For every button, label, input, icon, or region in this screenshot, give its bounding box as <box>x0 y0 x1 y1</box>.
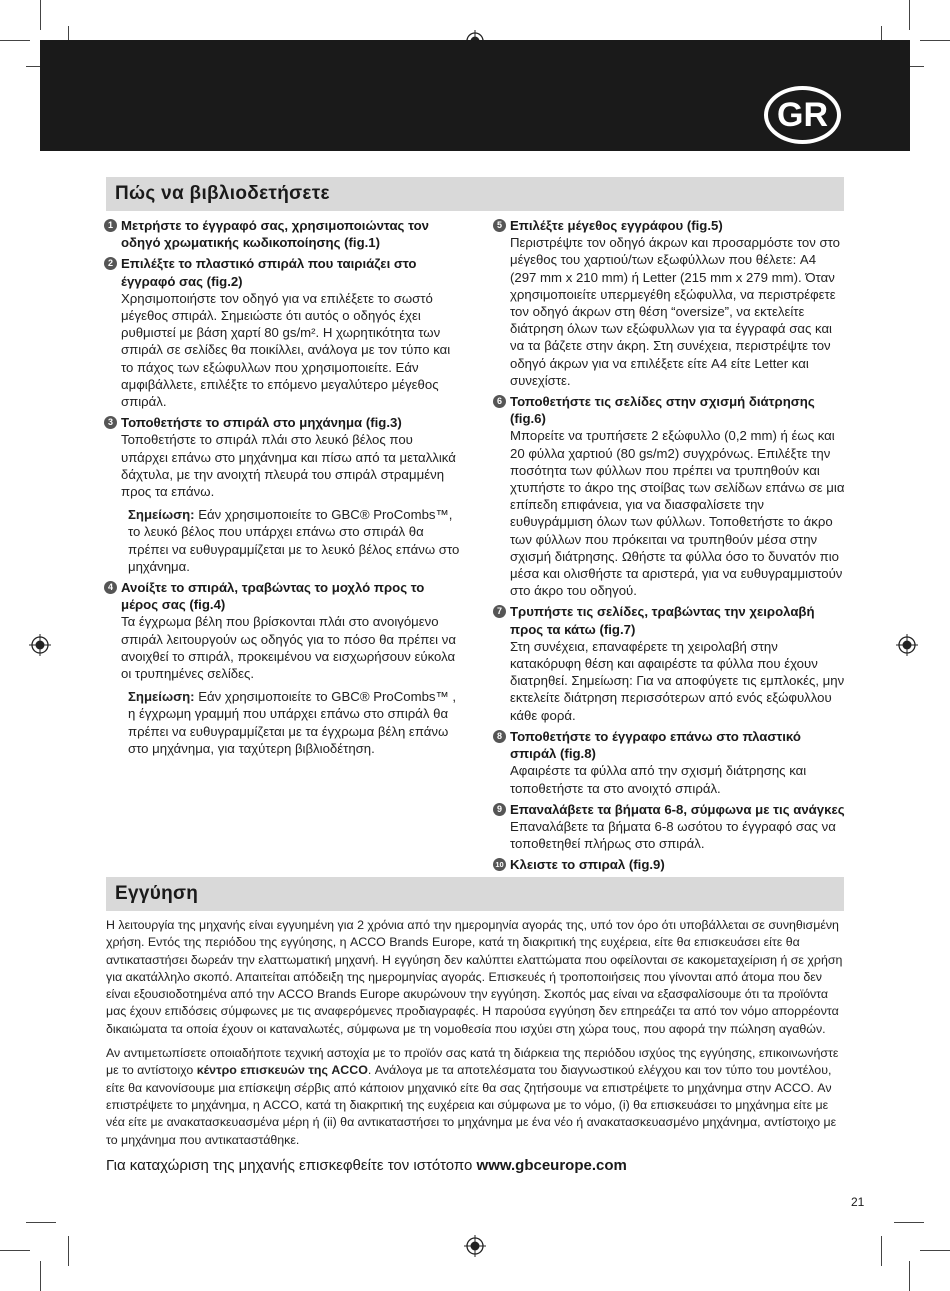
step-number-badge: 2 <box>104 257 117 270</box>
step-number-badge: 9 <box>493 803 506 816</box>
crop-mark <box>909 0 910 30</box>
warranty-text-span: . Ανάλογα με τα αποτελέσματα του διαγνωστικού ελέγχου και τον τύπο του μοντέλου, είτε θα κανονίσουμε μια επίσκεψη σέρβις από κάποιον μηχανικό είτε θα σας ζητήσουμε να επιστρέψετε το μηχάνημα στην ACCO. Αν επιστρέψετε το μηχάνημα, η ACCO, κατά τη διακριτική της ευχέρεια και σύμφωνα με το νόμο, (i) θα επισκευάσει το μηχάνημα είτε με νέα είτε με ανακατασκευασμένα μέρη ή (ii) θα αντικαταστήσει το μηχάνημα με ένα νέο ή ανακατασκευασμένο μηχάνημα, αντίστοιχο με το μηχάνημα που αντικαταστάθηκε. <box>106 1063 837 1147</box>
note-text: Εάν χρησιμοποιείτε το GBC® ProCombs™ , η έγχρωμη γραμμή που υπάρχει επάνω στο σπιράλ θα πρέπει να ευθυγραμμίζεται με τα έγχρωμα βέλη επάνω στο μηχάνημα, για ταχύτερη βιβλιοδέτηση. <box>128 689 457 756</box>
step-8 <box>493 728 845 797</box>
step-title: Τρυπήστε τις σελίδες, τραβώντας την χειρολαβή προς τα κάτω (fig.7) <box>510 604 815 637</box>
crop-mark <box>909 1261 910 1291</box>
step-title: Τοποθετήστε το έγγραφο επάνω στο πλαστικό σπιράλ (fig.8) <box>510 728 801 762</box>
warranty-paragraph: Η λειτουργία της μηχανής είναι εγγυημένη για 2 χρόνια από την ημερομηνία αγοράς της, υπό τον όρο ότι υποβάλλεται σε συνηθισμένη χρήση. Εντός της περιόδου της εγγύησης, η ACCO Brands Europe, κατά τη διακριτική της ευχέρεια, είτε θα επισκευάσει είτε θα αντικαταστήσει δωρεάν την ελαττωματική μηχανή. Η εγγύηση δεν καλύπτει ελαττώματα που οφείλονται σε κακομεταχείριση ή σε χρήση για ακατάλληλο σκοπό. Απαιτείται απόδειξη της ημερομηνίας αγοράς. Επισκευές ή τροποποιήσεις που γίνονται από άτομα που δεν είναι εξουσιοδοτημένα από την ACCO Brands Europe ακυρώνουν την εγγύηση. Σκοπός μας είναι να εξασφαλίσουμε ότι τα προϊόντα μας έχουν επιδόσεις σύμφωνες με τις αναφερόμενες προδιαγραφές. Η παρούσα εγγύηση δεν επηρεάζει τα από τον νόμο απορρέοντα δικαιώματα τα οποία έχουν οι καταναλωτές, σύμφωνα με τη νομοθεσία που ισχύει στη χώρα τους, που αφορά την πώληση αγαθών. <box>106 918 843 1036</box>
warranty-text-span: Αν αντιμετωπίσετε οποιαδήποτε τεχνική αστοχία με το προϊόν σας κατά τη διάρκεια της περιόδου ισχύος της εγγύησης, επικοινωνήστε με το αντίστοιχο <box>106 1046 839 1078</box>
step-number-badge: 5 <box>493 219 506 232</box>
step-title: Επιλέξτε το πλαστικό σπιράλ που ταιριάζει στο έγγραφό σας (fig.2) <box>121 256 417 289</box>
note-label: Σημείωση: <box>128 507 195 523</box>
step-title: Τοποθετήστε το σπιράλ στο μηχάνημα (fig.3) <box>121 415 402 431</box>
step-body: Μπορείτε να τρυπήσετε 2 εξώφυλλο (0,2 mm) ή έως και 20 φύλλα χαρτιού (80 gs/m2) συγχρόνως. Επιλέξτε την ποσότητα των φύλλων που πρέπει να τρυπηθούν και χτυπήστε το άκρο της στοίβας των σελίδων επάνω σε μια επίπεδη επιφάνεια, για να διασφαλίσετε την ευθυγράμμιση όλων των φύλλων. Τοποθετήστε το άκρο των φύλλων που πρόκειται να τρυπηθούν μέσα στην σχισμή διάτρησης. Ωθήστε τα φύλλα όσο το δυνατόν πιο μέσα και ολισθήστε τα αριστερά, για να ευθυγραμμιστούν στο άκρο του οδηγού. <box>510 428 845 599</box>
registration-mark-icon <box>29 634 51 656</box>
step-5 <box>493 217 845 389</box>
step-3 <box>104 414 462 575</box>
crop-mark <box>40 1261 41 1291</box>
registration-line <box>106 1157 627 1174</box>
service-center-label: κέντρο επισκευών της ACCO <box>196 1063 368 1078</box>
registration-mark-icon <box>896 634 918 656</box>
crop-mark <box>920 40 950 41</box>
crop-mark <box>0 1250 30 1251</box>
crop-mark <box>894 1222 924 1223</box>
warranty-text <box>106 917 844 1156</box>
step-number-badge: 3 <box>104 416 117 429</box>
step-number-badge: 6 <box>493 395 506 408</box>
step-4 <box>104 579 462 757</box>
binding-steps-left-column <box>104 217 462 761</box>
binding-steps-right-column <box>493 217 845 895</box>
step-number-badge: 4 <box>104 581 117 594</box>
crop-mark <box>920 1250 950 1251</box>
step-body: Στη συνέχεια, επαναφέρετε τη χειρολαβή στην κατακόρυφη θέση και αφαιρέστε τα φύλλα που έχουν διατρηθεί. Σημείωση: Για να αποφύγετε τις εμπλοκές, μην εκτελείτε διάτρηση περισσότερων από ενός εξώφυλλου κάθε φορά. <box>510 638 845 723</box>
step-title: Μετρήστε το έγγραφό σας, χρησιμοποιώντας τον οδηγό χρωματικής κωδικοποίησης (fig.1) <box>121 218 429 251</box>
step-body: Χρησιμοποιήστε τον οδηγό για να επιλέξετε το σωστό μέγεθος σπιράλ. Σημειώστε ότι αυτός ο οδηγός έχει ρυθμιστεί με βάση χαρτί 80 gs/m². Η χωρητικότητα των σπιράλ σε σελίδες θα ποικίλλει, ανάλογα με τον τύπο και το πάχος των εξώφυλλων που χρησιμοποιείτε. Εάν αμφιβάλλετε, επιλέξτε το επόμενο μεγαλύτερο μέγεθος σπιράλ. <box>121 290 451 410</box>
crop-mark <box>881 1236 882 1266</box>
language-badge: GR <box>764 86 841 144</box>
step-1 <box>104 217 462 251</box>
step-number-badge: 8 <box>493 730 506 743</box>
step-body: Αφαιρέστε τα φύλλα από την σχισμή διάτρησης και τοποθετήστε τα στο ανοιχτό σπιράλ. <box>510 763 807 796</box>
crop-mark <box>26 1222 56 1223</box>
step-number-badge: 7 <box>493 605 506 618</box>
step-7 <box>493 603 845 723</box>
crop-mark <box>40 0 41 30</box>
step-9 <box>493 801 845 853</box>
step-number-badge: 10 <box>493 858 506 871</box>
step-number-badge: 1 <box>104 219 117 232</box>
step-title: Κλειστε το σπιραλ (fig.9) <box>510 857 665 873</box>
crop-mark <box>68 1236 69 1266</box>
step-title: Τοποθετήστε τις σελίδες στην σχισμή διάτρησης (fig.6) <box>510 394 815 427</box>
website-link[interactable]: www.gbceurope.com <box>476 1157 627 1174</box>
step-note <box>121 506 462 575</box>
crop-mark <box>0 40 30 41</box>
note-label: Σημείωση: <box>128 689 195 705</box>
registration-text: Για καταχώριση της μηχανής επισκεφθείτε τον ιστότοπο <box>106 1157 477 1174</box>
registration-mark-icon <box>464 1235 486 1257</box>
step-6 <box>493 393 845 599</box>
step-body: Περιστρέψτε τον οδηγό άκρων και προσαρμόστε τον στο μέγεθος του χαρτιού/των εξωφύλλων που θέλετε: A4 (297 mm x 210 mm) ή Letter (215 mm x 279 mm). Όταν χρησιμοποιείτε υπερμεγέθη εξώφυλλα, να περιστρέφετε τον οδηγό άκρων στη θέση “oversize”, να εκτελείτε διάτρηση όλων των εξώφυλλων για τα έγγραφά σας και να τα βάζετε στην άκρη. Στη συνέχεια, περιστρέψτε τον οδηγό άκρων για να επιλέξετε είτε A4 είτε Letter και συνεχίστε. <box>510 235 840 388</box>
binding-section-title: Πώς να βιβλιοδετήσετε <box>106 177 844 211</box>
step-note <box>121 688 462 757</box>
note-text: Εάν χρησιμοποιείτε το GBC® ProCombs™, το λευκό βέλος που υπάρχει επάνω στο σπιράλ θα πρέπει να ευθυγραμμίζεται με το λευκό βέλος επάνω στο μηχάνημα. <box>128 507 460 574</box>
step-body: Τοποθετήστε το σπιράλ πλάι στο λευκό βέλος που υπάρχει επάνω στο μηχάνημα και πίσω από τα μεταλλικά δάχτυλα, με την ανοιχτή πλευρά του σπιράλ στραμμένη προς τα επάνω. <box>121 432 456 500</box>
step-title: Επιλέξτε μέγεθος εγγράφου (fig.5) <box>510 218 723 233</box>
warranty-section-title: Εγγύηση <box>106 877 844 911</box>
step-body: Επαναλάβετε τα βήματα 6-8 ωσότου το έγγραφό σας να τοποθετηθεί πλήρως στο σπιράλ. <box>510 818 836 852</box>
step-title: Επαναλάβετε τα βήματα 6-8, σύμφωνα με τις ανάγκες <box>510 801 845 817</box>
step-2 <box>104 255 462 410</box>
step-title: Ανοίξτε το σπιράλ, τραβώντας το μοχλό προς το μέρος σας (fig.4) <box>121 580 425 613</box>
step-body: Τα έγχρωμα βέλη που βρίσκονται πλάι στο ανοιγόμενο σπιράλ λειτουργούν ως οδηγός για το πόσο θα πρέπει να ανοιχθεί το σπιράλ, προκειμένου να εισχωρήσουν εύκολα οι τρυπημένες σελίδες. <box>121 614 456 682</box>
warranty-paragraph <box>106 1045 844 1149</box>
page-number: 21 <box>851 1195 865 1209</box>
